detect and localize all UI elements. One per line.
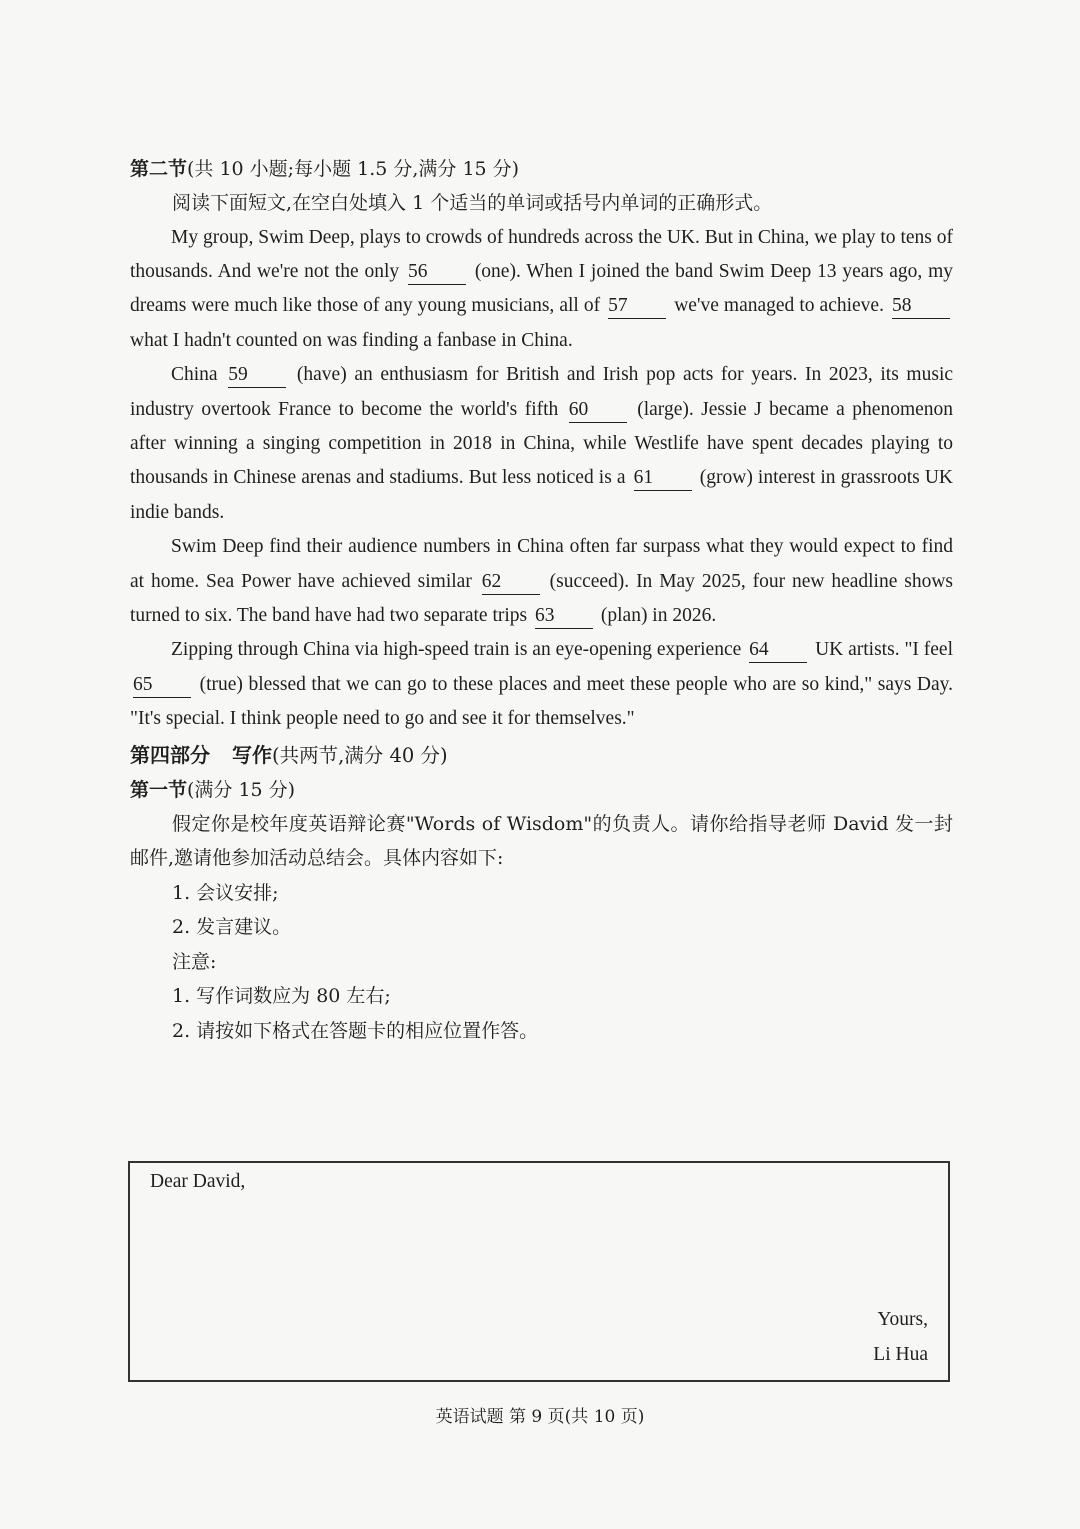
part-4-score-info: (共两节,满分 40 分): [272, 743, 448, 767]
exam-page: [130, 152, 953, 1048]
blank-58: 58: [892, 294, 950, 319]
blank-59: 59: [228, 363, 286, 388]
p1-text-4: what I hadn't counted on was finding a fanbase in China.: [130, 329, 573, 351]
note-label: 注意:: [172, 950, 217, 973]
task-point-2: 2. 发言建议。: [172, 916, 292, 939]
section-1-heading: [130, 773, 953, 807]
section-2-heading: [130, 152, 953, 186]
blank-65: 65: [133, 673, 191, 698]
task-point-1: 1. 会议安排;: [172, 881, 279, 904]
blank-61: 61: [634, 466, 692, 491]
section-2-title: 第二节: [130, 158, 188, 180]
page-footer: 英语试题 第 9 页(共 10 页): [435, 1407, 645, 1427]
letter-greeting: Dear David,: [150, 1171, 246, 1192]
letter-signature: Li Hua: [873, 1344, 928, 1365]
section-1-score-info: (满分 15 分): [187, 778, 296, 801]
note-1: 1. 写作词数应为 80 左右;: [172, 985, 391, 1008]
section-1-title: 第一节: [130, 778, 188, 801]
p2-text-2: (have) an enthusiasm for British and Irish pop acts for years. In 2023, its music industry overtook France to become the world's fifth: [130, 364, 954, 420]
letter-closing: Yours,: [877, 1309, 928, 1330]
writing-title: 写作: [232, 742, 272, 767]
part-4-heading: [130, 738, 953, 773]
p2-text-1: China: [171, 364, 218, 386]
passage-paragraph-1: [130, 221, 953, 359]
blank-63: 63: [535, 604, 593, 629]
passage-paragraph-4: [130, 633, 953, 736]
blank-57: 57: [608, 294, 666, 319]
p1-text-2: (one). When I joined the band Swim Deep 13 years ago, my dreams were much like those of any young musicians, all of: [130, 260, 954, 317]
letter-answer-box: [128, 1161, 950, 1382]
note-2: 2. 请按如下格式在答题卡的相应位置作答。: [172, 1019, 539, 1042]
p4-text-2: UK artists. "I feel: [815, 639, 954, 661]
part-4-title: 第四部分: [130, 742, 210, 767]
p4-text-3: (true) blessed that we can go to these places and meet these people who are so kind," says Day. "It's special. I think people need to go and see it for themselves.": [130, 673, 954, 730]
passage-paragraph-3: [130, 530, 953, 633]
section-2-instruction: 阅读下面短文,在空白处填入 1 个适当的单词或括号内单词的正确形式。: [172, 192, 773, 214]
p2-text-4: (grow) interest in grassroots UK indie bands.: [130, 467, 953, 523]
p1-text-3: we've managed to achieve.: [674, 295, 884, 317]
p4-text-1: Zipping through China via high-speed train is an eye-opening experience: [171, 639, 742, 661]
blank-56: 56: [408, 260, 466, 285]
p1-text-1: My group, Swim Deep, plays to crowds of hundreds across the UK. But in China, we play to tens of thousands. And we're not the only: [130, 226, 953, 282]
blank-60: 60: [569, 398, 627, 423]
blank-64: 64: [749, 638, 807, 663]
p3-text-2: (succeed). In May 2025, four new headline shows turned to six. The band have had two separate trips: [130, 570, 954, 626]
p3-text-3: (plan) in 2026.: [600, 604, 717, 626]
section-2-score-info: (共 10 小题;每小题 1.5 分,满分 15 分): [187, 158, 520, 180]
passage-paragraph-2: [130, 358, 953, 530]
p3-text-1: Swim Deep find their audience numbers in China often far surpass what they would expect to find at home. Sea Power have achieved similar: [130, 536, 953, 592]
writing-task: 假定你是校年度英语辩论赛"Words of Wisdom"的负责人。请你给指导老师 David 发一封邮件,邀请他参加活动总结会。具体内容如下:: [130, 812, 953, 870]
blank-62: 62: [482, 570, 540, 595]
p2-text-3: (large). Jessie J became a phenomenon after winning a singing competition in 2018 in China, while Westlife have spent decades playing to thousands in Chinese arenas and stadiums. But less noticed is a: [130, 398, 954, 489]
